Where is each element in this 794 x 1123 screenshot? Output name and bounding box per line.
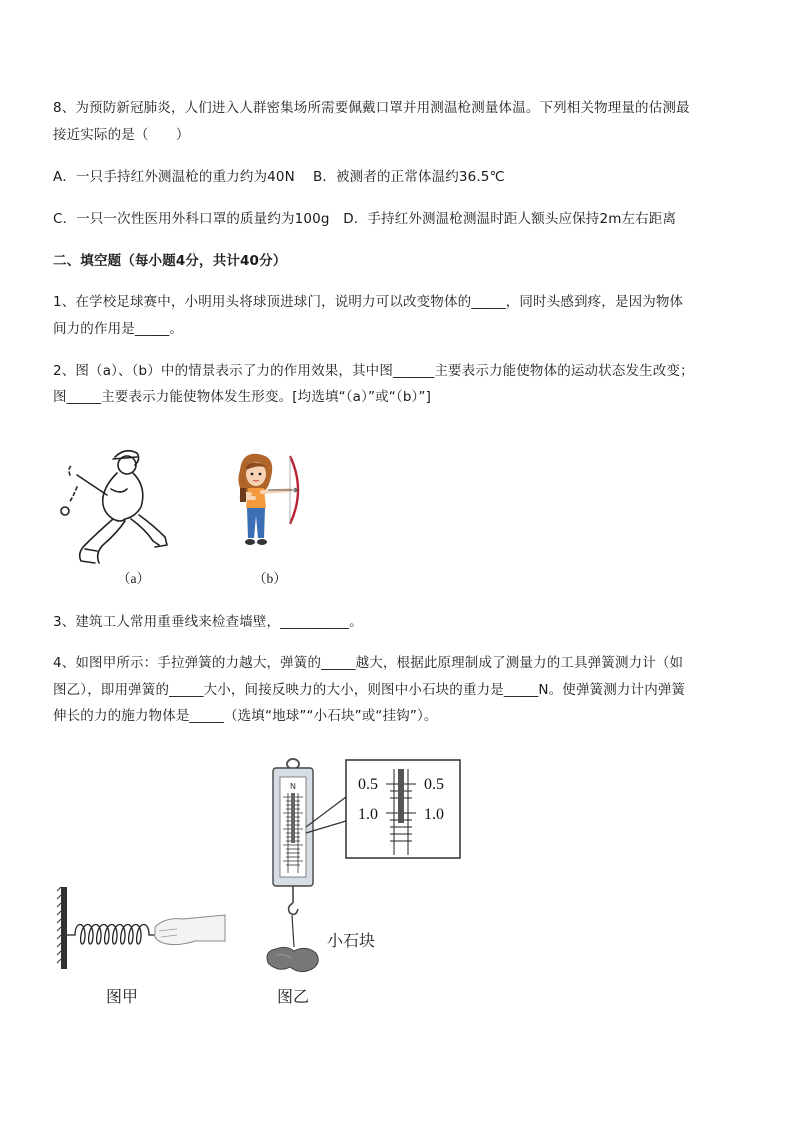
q8-options-ab: A．一只手持红外测温枪的重力约为40N B．被测者的正常体温约36.5℃ — [53, 169, 505, 185]
q4-line3: 伸长的力的施力物体是_____（选填“地球”“小石块”或“挂钩”）。 — [53, 708, 438, 724]
q1-line1: 1、在学校足球赛中，小明用头将球顶进球门，说明力可以改变物体的_____，同时头感到疼，是因为物体 — [53, 294, 684, 310]
q8-options-cd: C．一只一次性医用外科口罩的质量约为100g D．手持红外测温枪测温时距人额头应保持2m左右距离 — [53, 211, 677, 227]
q3-line1: 3、建筑工人常用重垂线来检查墙壁，__________。 — [53, 614, 363, 630]
batter-figure — [55, 445, 175, 570]
tick-right-top: 0.5 — [424, 776, 444, 793]
caption-a: （a） — [117, 571, 150, 586]
caption-b: （b） — [253, 571, 287, 586]
tick-right-bottom: 1.0 — [424, 806, 444, 823]
spring-figure — [55, 885, 230, 975]
q8-stem-line2: 接近实际的是（ ） — [53, 127, 190, 143]
tick-left-bottom: 1.0 — [358, 806, 378, 823]
q4-line1: 4、如图甲所示：手拉弹簧的力越大，弹簧的_____越大，根据此原理制成了测量力的工具弹簧测力计（如 — [53, 655, 684, 671]
tick-left-top: 0.5 — [358, 776, 378, 793]
section-title: 二、填空题（每小题4分，共计40分） — [53, 253, 287, 269]
q1-line2: 间力的作用是_____。 — [53, 321, 184, 337]
q4-line2: 图乙），即用弹簧的_____大小，间接反映力的大小，则图中小石块的重力是_____N。使弹簧测力计内弹簧 — [53, 682, 686, 698]
caption-yi: 图乙 — [277, 987, 310, 1006]
stone-label: 小石块 — [327, 931, 376, 950]
q2-line2: 图_____主要表示力能使物体发生形变。[均选填“（a）”或“（b）”] — [53, 389, 432, 405]
caption-jia: 图甲 — [106, 987, 139, 1006]
scale-unit: N — [290, 782, 296, 791]
archer-figure — [228, 452, 313, 557]
q8-stem-line1: 8、为预防新冠肺炎，人们进入人群密集场所需要佩戴口罩并用测温枪测量体温。下列相关物理量的估测最 — [53, 100, 690, 116]
q2-line1: 2、图（a）、（b）中的情景表示了力的作用效果，其中图______主要表示力能使物体的运动状态发生改变； — [53, 363, 694, 379]
